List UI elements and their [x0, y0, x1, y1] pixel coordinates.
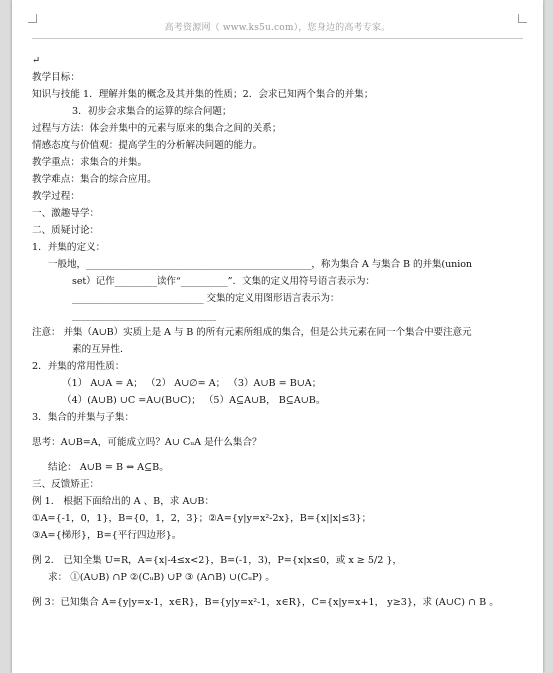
- text-line: ____________________________ 交集的定义用图形语言表示为：: [72, 293, 340, 304]
- section-heading: 二、质疑讨论：: [32, 225, 100, 236]
- text-line: 情感态度与价值观：提高学生的分析解决问题的能力。: [32, 140, 263, 151]
- page-header: 高考资源网（ www.ks5u.com），您身边的高考专家。: [164, 23, 391, 33]
- header-rule: [32, 38, 523, 39]
- text-line: 思考：A∪B=A，可能成立吗？A∪ CᵤA 是什么集合？: [32, 437, 262, 448]
- text-line: ①A={-1，0，1}，B={0，1，2，3}；②A={y|y=x²-2x}，B={x||x|≤3}；: [32, 513, 372, 524]
- section-heading: 三、反馈矫正：: [32, 479, 100, 490]
- section-heading: 一、激趣导学：: [32, 208, 100, 219]
- text-line: 结论： A∪B = B ⇔ A⊆B。: [48, 462, 169, 473]
- text-line: 3．初步会求集合的运算的综合问题；: [72, 106, 232, 117]
- text-line: 注意： 并集（A∪B）实质上是 A 与 B 的所有元素所组成的集合，但是公共元素在同一个集合中要注意元: [32, 327, 472, 338]
- document-page: [12, 0, 543, 673]
- text-line: 2．并集的常用性质：: [32, 361, 125, 372]
- text-line: （4）(A∪B) ∪C =A∪(B∪C)； （5）A⊆A∪B， B⊆A∪B。: [62, 395, 326, 406]
- text-line: 例 2． 已知全集 U=R，A={x|-4≤x<2}，B=(-1，3)，P={x|x≤0，或 x ≥ 5/2 }，: [32, 555, 403, 566]
- text-line: 过程与方法：体会并集中的元素与原来的集合之间的关系；: [32, 123, 282, 134]
- text-line: 求： ①(A∪B) ∩P ②(CᵤB) ∪P ③ (A∩B) ∪(CᵤP) 。: [48, 572, 275, 583]
- text-line: 一般地，________________________________________________，称为集合 A 与集合 B 的并集(union: [48, 259, 472, 270]
- text-line: 教学重点：求集合的并集。: [32, 157, 148, 168]
- text-line: 素的互异性．: [72, 344, 130, 355]
- section-heading: 教学目标：: [32, 72, 80, 83]
- text-line: 1．并集的定义：: [32, 242, 106, 253]
- document-body: [32, 52, 532, 611]
- text-line: 例 1． 根据下面给出的 A 、B，求 A∪B：: [32, 496, 215, 507]
- text-line: 教学难点：集合的综合应用。: [32, 174, 157, 185]
- text-line: （1） A∪A = A； （2） A∪∅= A； （3）A∪B = B∪A；: [62, 378, 322, 389]
- text-line: ______________________________: [72, 310, 216, 321]
- text-line: 例 3：已知集合 A={y|y=x-1，x∈R}，B={y|y=x²-1，x∈R}，C={x|y=x+1， y≥3}，求 (A∪C) ∩ B 。: [32, 597, 499, 608]
- text-line: ③A={梯形}，B={平行四边形}。: [32, 530, 182, 541]
- text-line: 知识与技能 1．理解并集的概念及其并集的性质；2．会求已知两个集合的并集；: [32, 89, 374, 100]
- text-line: set）记作_________读作“__________”．文集的定义用符号语言表示为：: [72, 276, 375, 287]
- text-line: 教学过程：: [32, 191, 80, 202]
- text-line: 3．集合的并集与子集：: [32, 412, 135, 423]
- paragraph-mark: ↵: [32, 55, 41, 66]
